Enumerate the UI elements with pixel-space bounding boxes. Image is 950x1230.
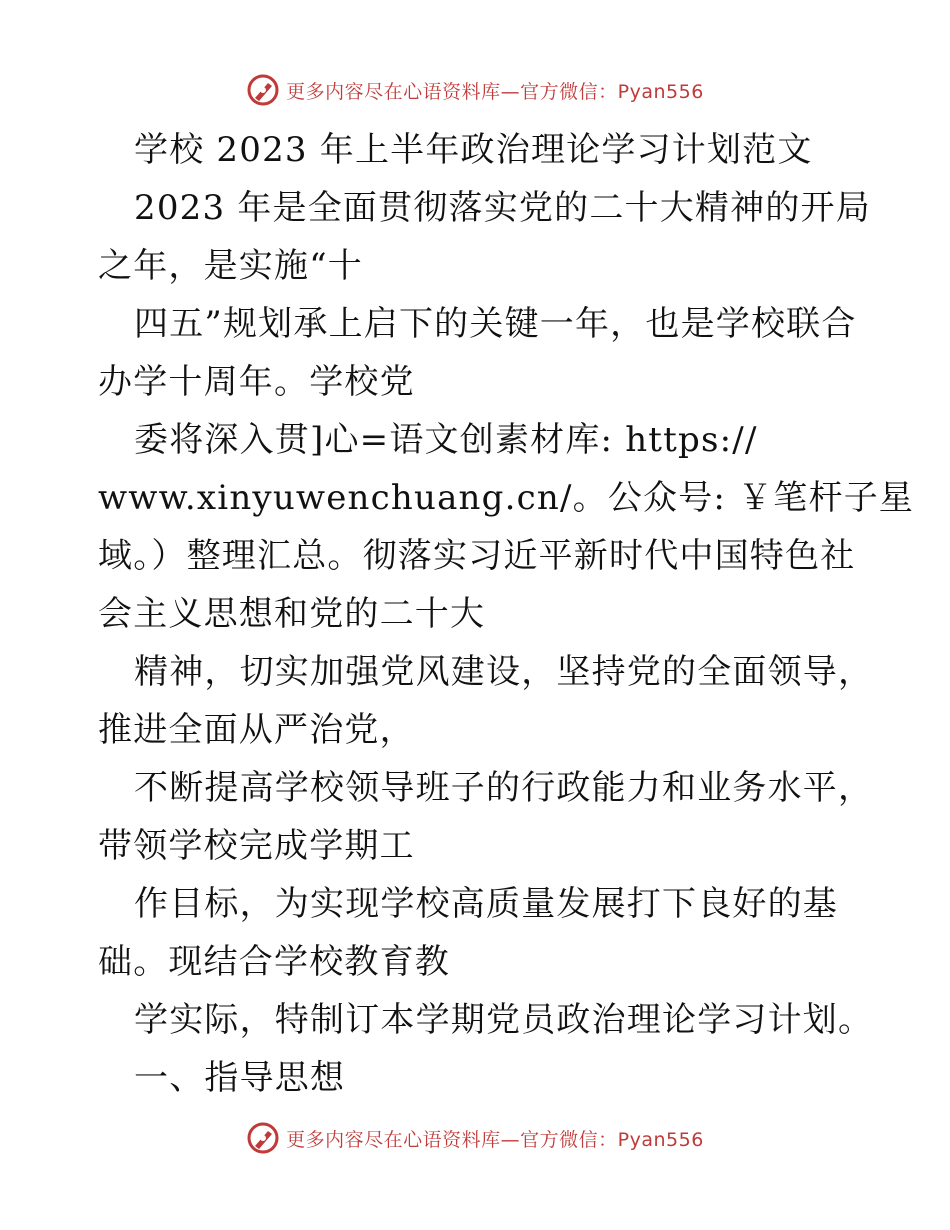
footer-banner — [0, 1118, 950, 1158]
paragraph-line: 会主义思想和党的二十大 — [98, 594, 486, 634]
section-heading: 一、指导思想 — [134, 1058, 346, 1098]
paragraph-line: 推进全面从严治党， — [98, 710, 415, 750]
pen-logo-icon — [246, 1121, 280, 1155]
paragraph-line: 四五”规划承上启下的关键一年，也是学校联合 — [134, 304, 857, 344]
paragraph-line: 精神，切实加强党风建设，坚持党的全面领导， — [134, 652, 874, 692]
paragraph-line: 办学十周年。学校党 — [98, 362, 415, 402]
paragraph-line: 学实际，特制订本学期党员政治理论学习计划。 — [134, 1000, 874, 1040]
paragraph-line: 不断提高学校领导班子的行政能力和业务水平， — [134, 768, 874, 808]
paragraph-line: 之年，是实施“十 — [98, 246, 363, 286]
paragraph-line: www.xinyuwenchuang.cn/。公众号: ￥笔杆子星 — [98, 478, 915, 518]
paragraph-line: 2023 年是全面贯彻落实党的二十大精神的开局 — [134, 188, 871, 228]
header-banner-text: 更多内容尽在心语资料库—官方微信：Pyan556 — [286, 80, 704, 103]
header-banner — [0, 70, 950, 110]
paragraph-line: 域。）整理汇总。彻落实习近平新时代中国特色社 — [98, 536, 856, 576]
paragraph-line: 带领学校完成学期工 — [98, 826, 415, 866]
document-title: 学校 2023 年上半年政治理论学习计划范文 — [134, 130, 813, 170]
paragraph-line: 委将深入贯]心=语文创素材库: https:// — [134, 420, 758, 460]
paragraph-line: 础。现结合学校教育教 — [98, 942, 450, 982]
footer-banner-text: 更多内容尽在心语资料库—官方微信：Pyan556 — [286, 1128, 704, 1151]
pen-logo-icon — [246, 73, 280, 107]
paragraph-line: 作目标，为实现学校高质量发展打下良好的基 — [134, 884, 838, 924]
